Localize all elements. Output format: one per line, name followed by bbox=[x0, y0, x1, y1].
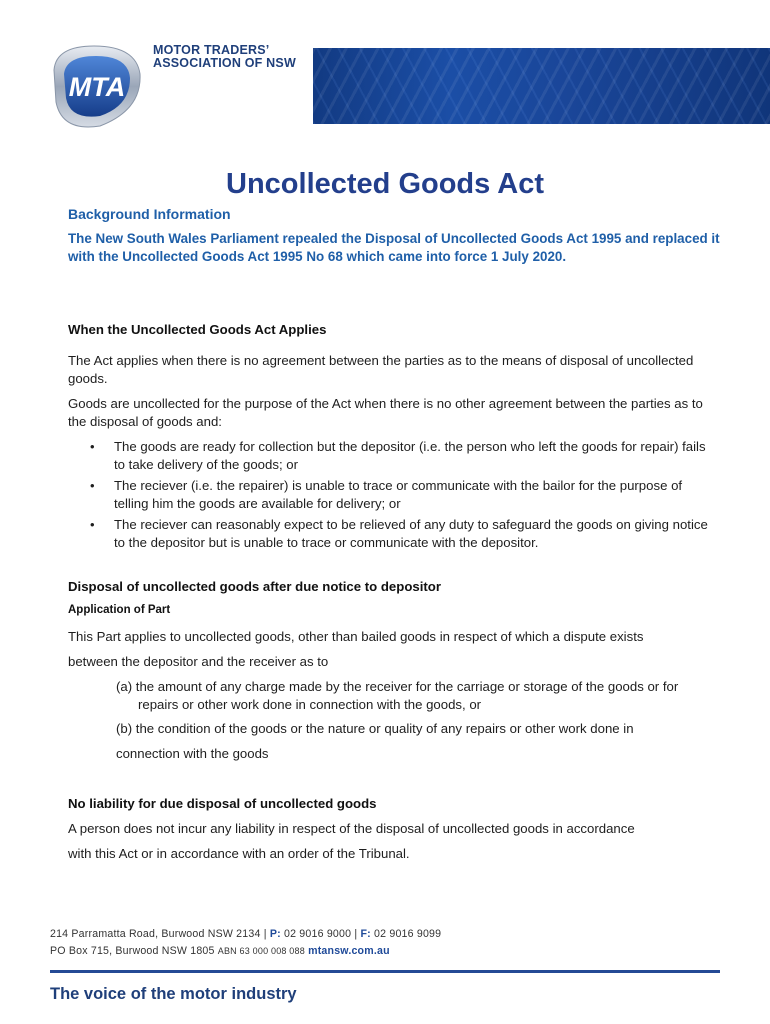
background-heading: Background Information bbox=[68, 206, 231, 222]
footer-fax: 02 9016 9099 bbox=[374, 928, 442, 940]
footer-contact-line bbox=[50, 928, 441, 940]
phone-label: P: bbox=[269, 928, 281, 940]
intro-paragraph: The New South Wales Parliament repealed the Disposal of Uncollected Goods Act 1995 and replaced it with the Uncollected Goods Act 1995 No 68 which came into force 1 July 2020. bbox=[68, 231, 720, 264]
list-item-a: (a) the amount of any charge made by the receiver for the carriage or storage of the goods or for repairs or other work done in connection with the goods, or bbox=[116, 679, 679, 712]
bullet-icon: • bbox=[90, 478, 95, 493]
list-item-text: The reciever (i.e. the repairer) is unable to trace or communicate with the bailor for the purpose of telling him the goods are available for delivery; or bbox=[114, 478, 683, 511]
list-item-b-line2: connection with the goods bbox=[116, 746, 269, 761]
footer-separator: | bbox=[354, 928, 358, 940]
list-item-text: The reciever can reasonably expect to be relieved of any duty to safeguard the goods on giving notice to the depositor but is unable to trace or communicate with the depositor. bbox=[114, 517, 708, 550]
org-name-line2: ASSOCIATION OF NSW bbox=[153, 56, 296, 70]
section3-para-line1: A person does not incur any liability in respect of the disposal of uncollected goods in accordance bbox=[68, 821, 635, 836]
footer-tagline: The voice of the motor industry bbox=[50, 985, 297, 1003]
mta-logo-icon bbox=[44, 40, 156, 132]
bullet-icon: • bbox=[90, 439, 95, 454]
conditions-list bbox=[68, 438, 718, 555]
list-item bbox=[68, 477, 718, 513]
footer-website-link[interactable]: mtansw.com.au bbox=[308, 945, 390, 957]
footer-address: 214 Parramatta Road, Burwood NSW 2134 bbox=[50, 928, 261, 940]
section2-subheading: Application of Part bbox=[68, 604, 171, 616]
section3-para-line2: with this Act or in accordance with an order of the Tribunal. bbox=[68, 846, 410, 861]
bullet-icon: • bbox=[90, 517, 95, 532]
list-item bbox=[68, 516, 718, 552]
footer-po-box: PO Box 715, Burwood NSW 1805 bbox=[50, 945, 215, 957]
section2-heading: Disposal of uncollected goods after due notice to depositor bbox=[68, 579, 441, 594]
logo-text: MTA bbox=[68, 72, 126, 102]
list-item-text: The goods are ready for collection but the depositor (i.e. the person who left the goods for repair) fails to take delivery of the goods; or bbox=[114, 439, 706, 472]
section1-para1: The Act applies when there is no agreement between the parties as to the means of disposal of uncollected goods. bbox=[68, 353, 694, 386]
section1-para2: Goods are uncollected for the purpose of the Act when there is no other agreement between the parties as to the disposal of goods and: bbox=[68, 396, 703, 429]
fax-label: F: bbox=[360, 928, 371, 940]
document-title: Uncollected Goods Act bbox=[226, 168, 544, 200]
dispute-list bbox=[116, 678, 721, 763]
footer-separator: | bbox=[263, 928, 267, 940]
footer-divider bbox=[50, 970, 720, 973]
footer-abn: ABN 63 000 008 088 bbox=[217, 946, 305, 956]
section2-para-line1: This Part applies to uncollected goods, other than bailed goods in respect of which a dispute exists bbox=[68, 629, 644, 644]
section1-heading: When the Uncollected Goods Act Applies bbox=[68, 322, 327, 337]
list-item bbox=[68, 438, 718, 474]
section2-para-line2: between the depositor and the receiver as to bbox=[68, 654, 329, 669]
mta-logo bbox=[44, 40, 156, 132]
footer-postal-line bbox=[50, 945, 390, 957]
list-item-b-line1: (b) the condition of the goods or the nature or quality of any repairs or other work done in bbox=[116, 721, 634, 736]
org-name bbox=[153, 44, 296, 70]
org-name-line1: MOTOR TRADERS’ bbox=[153, 43, 270, 57]
section3-heading: No liability for due disposal of uncollected goods bbox=[68, 796, 377, 811]
header-banner bbox=[313, 48, 770, 124]
footer-phone: 02 9016 9000 bbox=[283, 928, 352, 940]
